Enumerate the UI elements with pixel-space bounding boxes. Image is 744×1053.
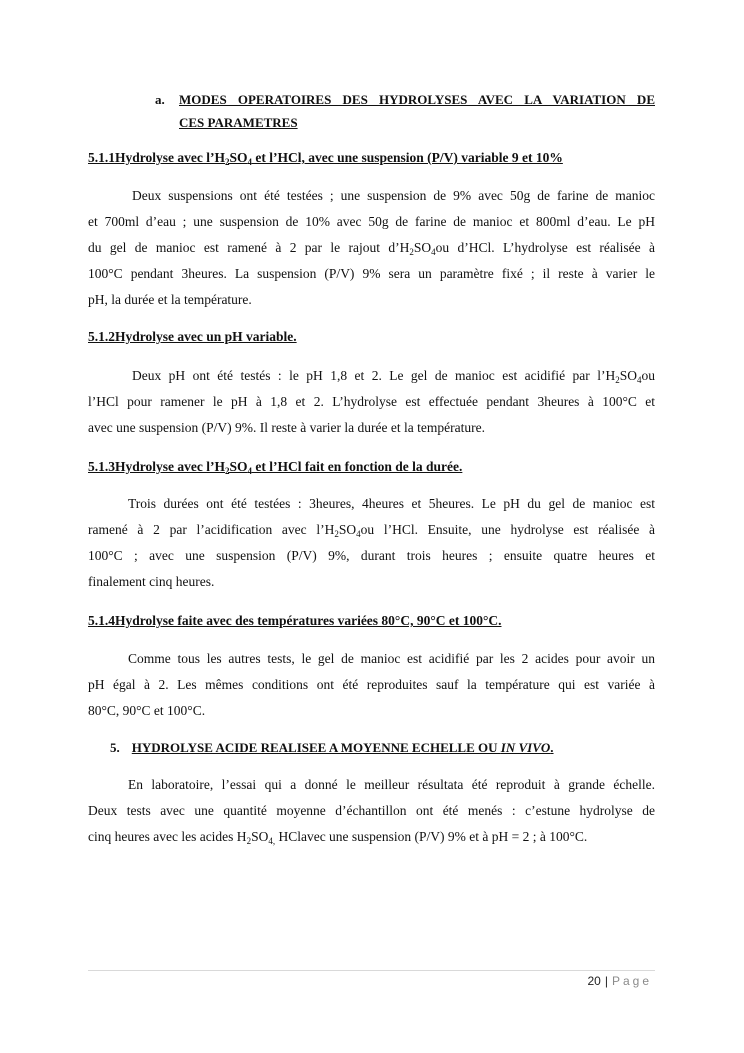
page-footer xyxy=(587,974,652,988)
section-a-title-line2: CES PARAMETRES xyxy=(179,115,298,130)
p513-line4: finalement cinq heures. xyxy=(88,574,215,589)
p511-line5: pH, la durée et la température. xyxy=(88,292,252,307)
paragraph-5 xyxy=(88,772,655,850)
p513-line1: Trois durées ont été testées : 3heures, 4heures et 5heures. Le pH du gel de manioc est xyxy=(128,496,655,511)
p514-line2: pH égal à 2. Les mêmes conditions ont été reproduites sauf la température qui est variée à xyxy=(88,677,655,692)
p514-line3: 80°C, 90°C et 100°C. xyxy=(88,703,206,718)
paragraph-5-1-3 xyxy=(88,491,655,595)
p511-line2: et 700ml d’eau ; une suspension de 10% avec 50g de farine de manioc et 800ml d’eau. Le pH xyxy=(88,214,655,229)
p513-line2: ramené à 2 par l’acidification avec $l’H_2SO_4ou$ l’HCl. Ensuite, une hydrolyse est réalisée à xyxy=(88,522,656,539)
page-label: Page xyxy=(611,974,652,988)
p5-line1: En laboratoire, l’essai qui a donné le meilleur résultata été reproduit à grande échelle. xyxy=(128,777,655,792)
p5-line3: cinq heures avec les acides $H_2SO_{4,}$ HClavec une suspension (P/V) 9% et à pH = 2 ; à 100°C. xyxy=(88,829,588,846)
p512-line3: avec une suspension (P/V) 9%. Il reste à varier la durée et la température. xyxy=(88,420,485,435)
paragraph-5-1-2 xyxy=(88,363,655,441)
p511-line4: 100°C pendant 3heures. La suspension (P/V) 9% sera un paramètre fixé ; il reste à varier le xyxy=(88,266,655,281)
paragraph-5-1-4 xyxy=(88,646,655,724)
p512-line2: l’HCl pour ramener le pH à 1,8 et 2. L’hydrolyse est effectuée pendant 3heures à 100°C et xyxy=(88,394,655,409)
heading-5-1-2: 5.1.2Hydrolyse avec un pH variable. xyxy=(88,329,297,344)
p514-line1: Comme tous les autres tests, le gel de manioc est acidifié par les 2 acides pour avoir un xyxy=(128,651,655,666)
heading-5-1-1: 5.1.1Hydrolyse avec $l’H_2SO_4$ et l’HCl, avec une suspension (P/V) variable 9 et 10% xyxy=(88,150,563,167)
heading-5-number: 5. xyxy=(110,740,120,755)
p513-line3: 100°C ; avec une suspension (P/V) 9%, durant trois heures ; ensuite quatre heures et xyxy=(88,548,655,563)
section-a-heading xyxy=(155,88,655,134)
footer-separator: | xyxy=(604,974,608,988)
paragraph-5-1-1 xyxy=(88,183,655,313)
p511-line3: du gel de manioc est ramené à 2 par le rajout $d’H_2SO_4ou$ d’HCl. L’hydrolyse est réalisée à xyxy=(88,240,655,257)
page-number: 20 xyxy=(587,974,601,988)
p511-line1: Deux suspensions ont été testées ; une suspension de 9% avec 50g de farine de manioc xyxy=(132,188,655,203)
heading-5-title: HYDROLYSE ACIDE REALISEE A MOYENNE ECHELLE OU IN VIVO. xyxy=(131,740,554,755)
section-a-marker: a. xyxy=(155,92,165,107)
heading-5-1-4: 5.1.4Hydrolyse faite avec des températures variées 80°C, 90°C et 100°C. xyxy=(88,613,502,628)
heading-5 xyxy=(110,740,554,756)
section-a-title-line1: MODES OPERATOIRES DES HYDROLYSES AVEC LA VARIATION DE xyxy=(179,92,655,107)
heading-5-1-3: 5.1.3Hydrolyse avec $l’H_2SO_4$ et l’HCl fait en fonction de la durée. xyxy=(88,459,463,476)
p512-line1: Deux pH ont été testés : le pH 1,8 et 2. Le gel de manioc est acidifié par $l’H_2SO_4ou$ xyxy=(132,368,655,385)
footer-divider xyxy=(88,970,655,971)
p5-line2: Deux tests avec une quantité moyenne d’échantillon ont été menés : c’estune hydrolyse de xyxy=(88,803,655,818)
